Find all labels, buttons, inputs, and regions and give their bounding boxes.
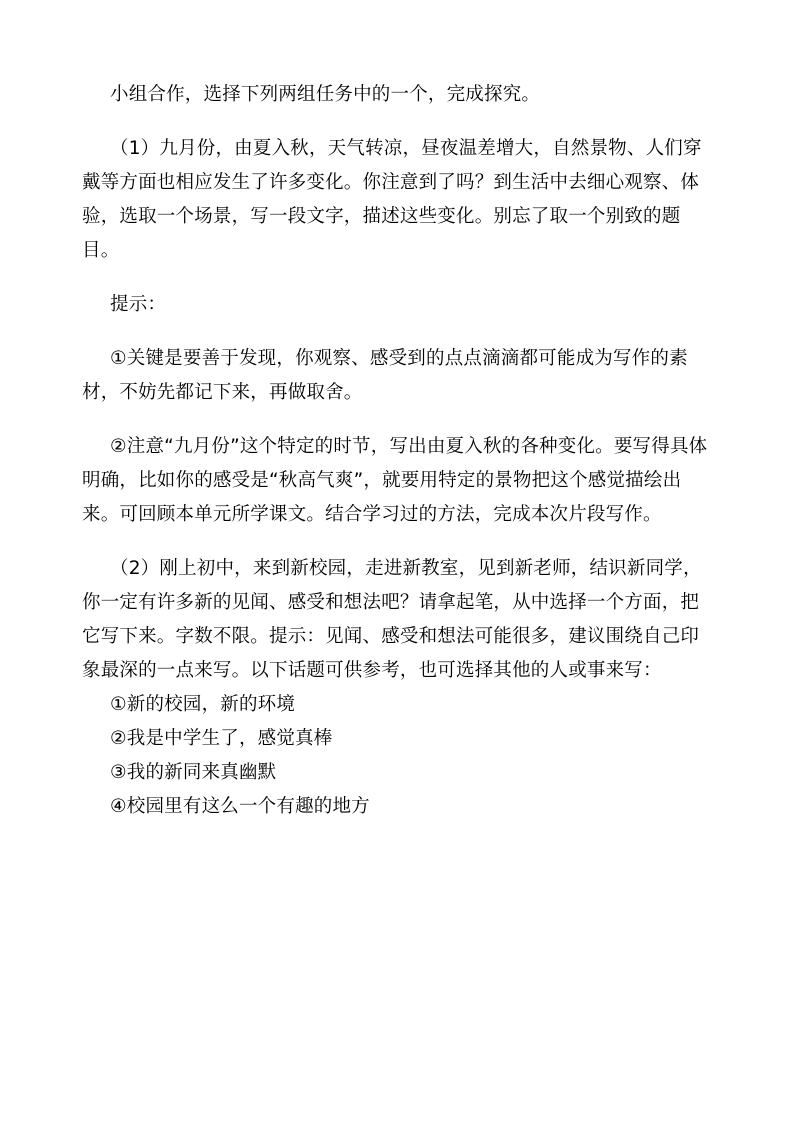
topic-item-4: ④校园里有这么一个有趣的地方 [110,796,370,817]
task-2-paragraph: （2）刚上初中，来到新校园，走进新教室，见到新老师，结识新同学，你一定有许多新的见闻、感受和想法吧？请拿起笔，从中选择一个方面，把它写下来。字数不限。提示：见闻、感受和想法可能很多，建议围绕自己印象最深的一点来写。以下话题可供参考，也可选择其他的人或事来写： [82,558,702,681]
hint-2-paragraph: ②注意“九月份”这个特定的时节，写出由夏入秋的各种变化。要写得具体明确，比如你的感受是“秋高气爽”，就要用特定的景物把这个感觉描绘出来。可回顾本单元所学课文。结合学习过的方法，完成本次片段写作。 [82,436,708,525]
intro-paragraph: 小组合作，选择下列两组任务中的一个，完成探究。 [110,84,541,105]
topic-item-1: ①新的校园，新的环境 [110,694,296,715]
document-body [82,78,713,824]
hint-label: 提示： [110,294,167,315]
task-1-paragraph: （1）九月份，由夏入秋，天气转凉，昼夜温差增大，自然景物、人们穿戴等方面也相应发生了许多变化。你注意到了吗？到生活中去细心观察、体验，选取一个场景，写一段文字，描述这些变化。别忘了取一个别致的题目。 [82,138,702,261]
topic-item-2: ②我是中学生了，感觉真棒 [110,728,333,749]
hint-1-paragraph: ①关键是要善于发现，你观察、感受到的点点滴滴都可能成为写作的素材，不妨先都记下来，再做取舍。 [82,348,688,403]
topic-item-3: ③我的新同来真幽默 [110,762,277,783]
